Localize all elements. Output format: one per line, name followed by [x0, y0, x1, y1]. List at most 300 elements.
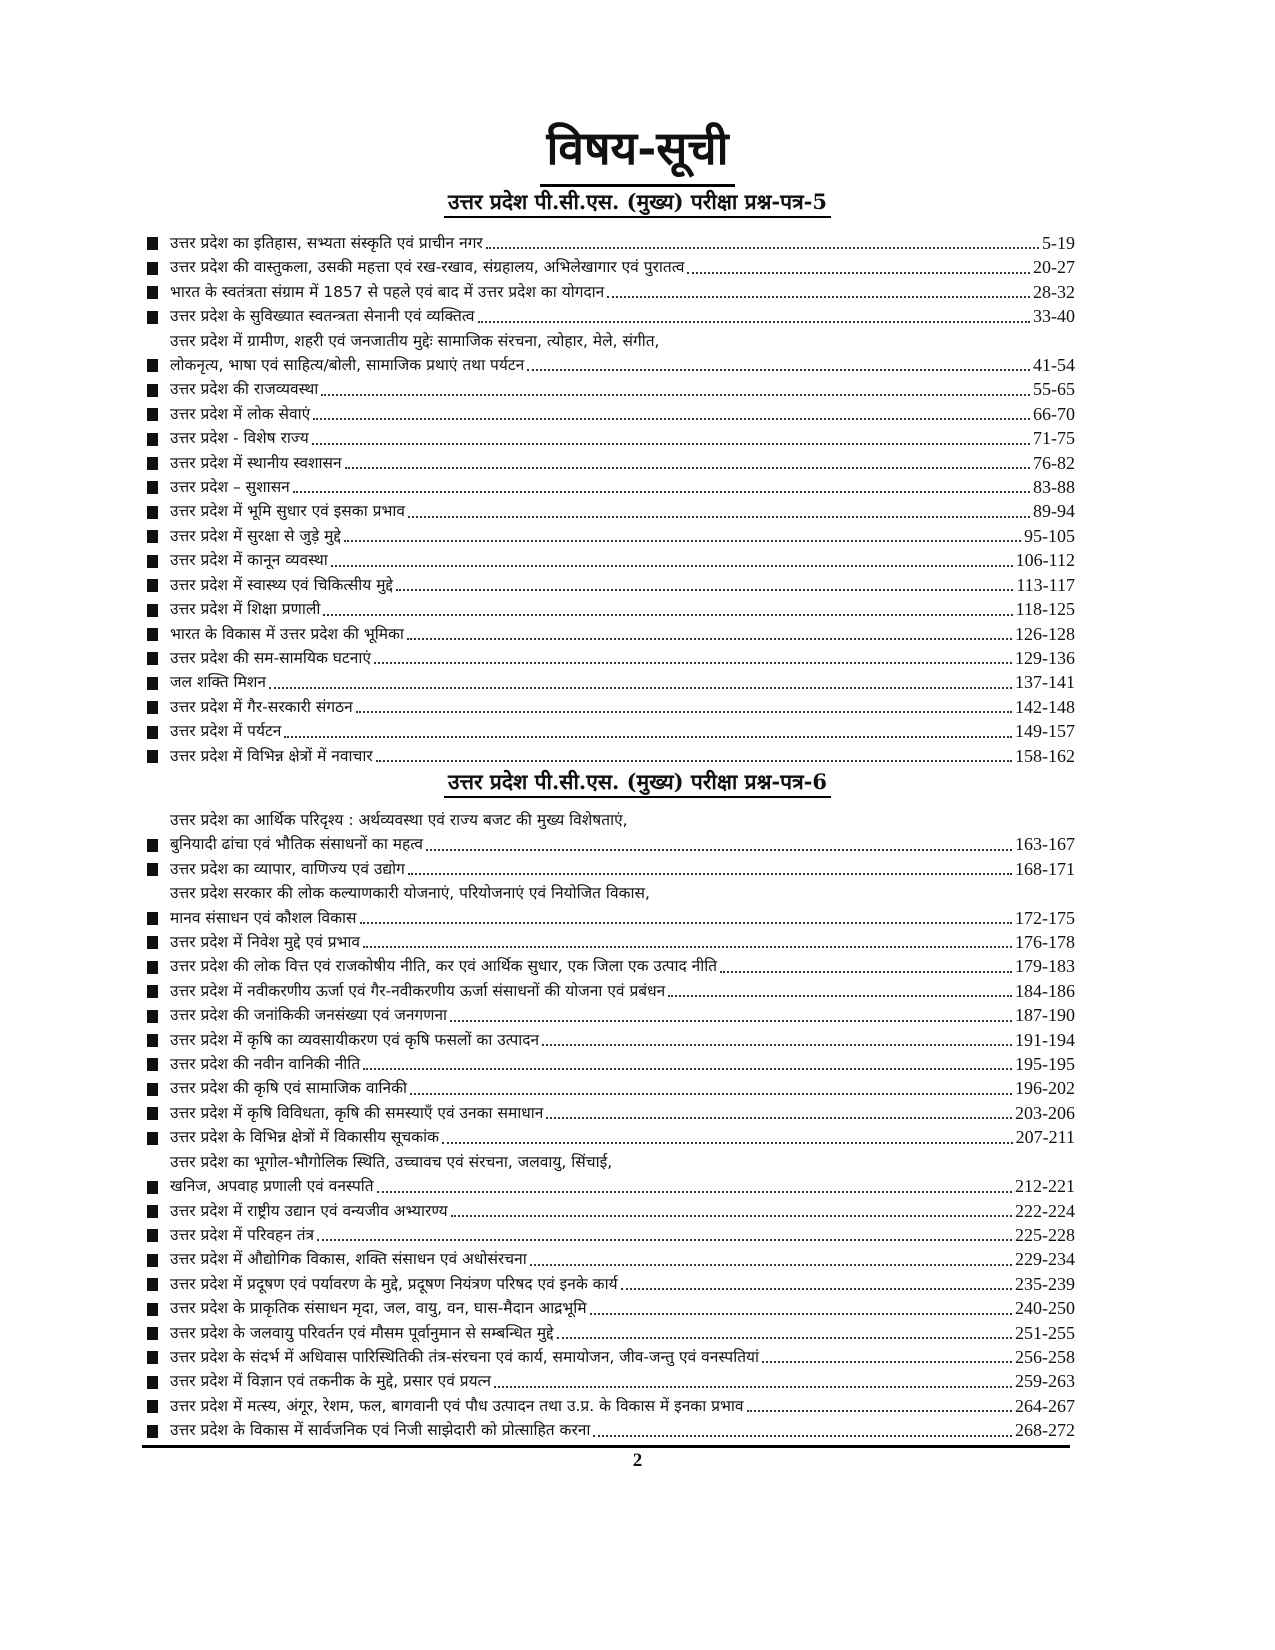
square-bullet-icon	[147, 1083, 158, 1096]
dot-leader	[450, 1020, 1012, 1022]
toc-entry-line	[170, 881, 1075, 905]
toc-entry[interactable]	[147, 402, 1075, 426]
toc-entry-body	[170, 808, 1075, 857]
toc-entry-title: उत्तर प्रदेश के सुविख्यात स्वतन्त्रता सेनानी एवं व्यक्तित्व	[170, 307, 475, 326]
dot-leader	[747, 1410, 1013, 1412]
toc-entry[interactable]	[147, 304, 1075, 328]
toc-entry-pages: 203-206	[1015, 1102, 1075, 1123]
toc-entry-title: उत्तर प्रदेश में ग्रामीण, शहरी एवं जनजातीय मुद्देः सामाजिक संरचना, त्योहार, मेले, संगीत,	[170, 331, 660, 350]
toc-entry[interactable]	[147, 426, 1075, 450]
toc-entry-line	[170, 1418, 1075, 1442]
toc-entry-line	[170, 1199, 1075, 1223]
toc-entry-line	[170, 548, 1075, 572]
dot-leader	[408, 516, 1030, 518]
square-bullet-icon	[147, 677, 158, 690]
toc-entry-title: उत्तर प्रदेश में राष्ट्रीय उद्यान एवं वन्यजीव अभ्यारण्य	[170, 1201, 448, 1220]
toc-entry-body	[170, 402, 1075, 426]
toc-entry[interactable]	[147, 670, 1075, 694]
toc-entry-line	[170, 1052, 1075, 1076]
toc-entry-line	[170, 954, 1075, 978]
toc-entry-pages: 187-190	[1015, 1005, 1075, 1026]
dot-leader	[668, 995, 1012, 997]
footer-divider	[142, 1445, 1070, 1448]
square-bullet-icon	[147, 506, 158, 519]
toc-entry-title: उत्तर प्रदेश में नवीकरणीय ऊर्जा एवं गैर-नवीकरणीय ऊर्जा संसाधनों की योजना एवं प्रबंधन	[170, 981, 666, 1000]
toc-entry-title: उत्तर प्रदेश का भूगोल-भौगोलिक स्थिति, उच्चावच एवं संरचना, जलवायु, सिंचाई,	[170, 1152, 613, 1171]
toc-entry-line	[170, 426, 1075, 450]
toc-entry-line	[170, 1174, 1075, 1198]
square-bullet-icon	[147, 863, 158, 876]
square-bullet-icon	[147, 1058, 158, 1071]
toc-entry-pages: 137-141	[1015, 672, 1075, 693]
toc-entry-line	[170, 670, 1075, 694]
toc-entry-line	[170, 231, 1075, 255]
toc-entry-title: उत्तर प्रदेश में स्वास्थ्य एवं चिकित्सीय मुद्दे	[170, 575, 393, 594]
toc-entry-title: उत्तर प्रदेश में पर्यटन	[170, 722, 282, 741]
section-heading: उत्तर प्रदेश पी.सी.एस. (मुख्य) परीक्षा प्रश्न-पत्र-5	[444, 188, 831, 218]
toc-entry-pages: 89-94	[1033, 501, 1075, 522]
square-bullet-icon	[147, 1351, 158, 1364]
toc-entry[interactable]	[147, 719, 1075, 743]
dot-leader	[530, 1264, 1012, 1266]
square-bullet-icon	[147, 985, 158, 998]
toc-entry[interactable]	[147, 930, 1075, 954]
square-bullet-icon	[147, 1400, 158, 1413]
square-bullet-icon	[147, 1010, 158, 1023]
toc-entry-title: मानव संसाधन एवं कौशल विकास	[170, 908, 357, 927]
toc-entry-title: उत्तर प्रदेश की वास्तुकला, उसकी महत्ता एवं रख-रखाव, संग्रहालय, अभिलेखागार एवं पुरातत्व	[170, 258, 685, 277]
toc-entry-body	[170, 524, 1075, 548]
toc-entry-pages: 106-112	[1015, 550, 1075, 571]
dot-leader	[293, 491, 1030, 493]
toc-entry-body	[170, 573, 1075, 597]
toc-entry-pages: 83-88	[1033, 477, 1075, 498]
toc-entry-pages: 20-27	[1033, 257, 1075, 278]
toc-entry-title: उत्तर प्रदेश में कृषि विविधता, कृषि की समस्याएँ एवं उनका समाधान	[170, 1103, 544, 1122]
toc-entry-title: खनिज, अपवाह प्रणाली एवं वनस्पति	[170, 1177, 374, 1196]
dot-leader	[269, 687, 1012, 689]
toc-entry-body	[170, 329, 1075, 378]
section-heading: उत्तर प्रदेश पी.सी.एस. (मुख्य) परीक्षा प्रश्न-पत्र-6	[444, 768, 831, 798]
toc-entry[interactable]	[147, 857, 1075, 881]
toc-entry-line	[170, 597, 1075, 621]
toc-entry[interactable]	[147, 1345, 1075, 1369]
toc-entry-pages: 264-267	[1015, 1395, 1075, 1416]
toc-entry-line	[170, 1345, 1075, 1369]
toc-entry[interactable]	[147, 1272, 1075, 1296]
toc-entry-title: उत्तर प्रदेश की राजव्यवस्था	[170, 380, 319, 399]
square-bullet-icon	[147, 1107, 158, 1120]
square-bullet-icon	[147, 359, 158, 372]
toc-entry[interactable]	[147, 646, 1075, 670]
toc-entry-title: भारत के विकास में उत्तर प्रदेश की भूमिका	[170, 624, 404, 643]
toc-entry[interactable]	[147, 231, 1075, 255]
toc-entry-pages: 76-82	[1033, 452, 1075, 473]
toc-entry-line	[170, 1247, 1075, 1271]
toc-entry-body	[170, 1150, 1075, 1199]
toc-entry-title: उत्तर प्रदेश में कृषि का व्यवसायीकरण एवं कृषि फसलों का उत्पादन	[170, 1030, 540, 1049]
toc-entry[interactable]	[147, 499, 1075, 523]
dot-leader	[590, 1313, 1012, 1315]
dot-leader	[408, 873, 1012, 875]
toc-entry[interactable]	[147, 1076, 1075, 1100]
toc-entry-line	[170, 695, 1075, 719]
dot-leader	[396, 589, 1013, 591]
toc-entry[interactable]	[147, 1394, 1075, 1418]
square-bullet-icon	[147, 1205, 158, 1218]
square-bullet-icon	[147, 628, 158, 641]
dot-leader	[621, 1288, 1012, 1290]
toc-entry-line	[170, 1272, 1075, 1296]
page-title: विषय-सूची	[540, 118, 734, 187]
square-bullet-icon	[147, 1254, 158, 1267]
toc-entry-title: उत्तर प्रदेश में सुरक्षा से जुड़े मुद्दे	[170, 526, 341, 545]
toc-entry-line	[170, 930, 1075, 954]
toc-entry-body	[170, 1125, 1075, 1149]
toc-entry-title: उत्तर प्रदेश की कृषि एवं सामाजिक वानिकी	[170, 1079, 408, 1098]
toc-entry-body	[170, 646, 1075, 670]
dot-leader	[323, 614, 1012, 616]
toc-entry-body	[170, 597, 1075, 621]
toc-entry[interactable]	[147, 979, 1075, 1003]
dot-leader	[762, 1361, 1012, 1363]
toc-entry-line	[170, 857, 1075, 881]
dot-leader	[593, 1435, 1012, 1437]
square-bullet-icon	[147, 839, 158, 852]
dot-leader	[410, 1093, 1012, 1095]
toc-entry[interactable]	[147, 1003, 1075, 1027]
toc-entry-pages: 126-128	[1015, 623, 1075, 644]
toc-entry-pages: 142-148	[1015, 696, 1075, 717]
toc-entry-line	[170, 719, 1075, 743]
toc-entry-body	[170, 1003, 1075, 1027]
toc-entry[interactable]	[147, 1150, 1075, 1199]
toc-entry-pages: 229-234	[1015, 1249, 1075, 1270]
toc-entry-body	[170, 548, 1075, 572]
toc-entry-title: उत्तर प्रदेश में लोक सेवाएं	[170, 404, 311, 423]
toc-entry[interactable]	[147, 573, 1075, 597]
toc-list-paper-5	[147, 231, 1075, 768]
toc-entry[interactable]	[147, 1247, 1075, 1271]
toc-entry-line	[170, 1125, 1075, 1149]
square-bullet-icon	[147, 1132, 158, 1145]
dot-leader	[442, 1142, 1013, 1144]
toc-entry-pages: 172-175	[1015, 907, 1075, 928]
toc-entry-title: उत्तर प्रदेश की जनांकिकी जनसंख्या एवं जनगणना	[170, 1006, 448, 1025]
square-bullet-icon	[147, 1376, 158, 1389]
toc-entry-line	[170, 1394, 1075, 1418]
toc-entry-body	[170, 719, 1075, 743]
toc-entry-body	[170, 1272, 1075, 1296]
dot-leader	[377, 1191, 1012, 1193]
dot-leader	[345, 467, 1030, 469]
toc-entry-line	[170, 808, 1075, 832]
toc-entry-body	[170, 881, 1075, 930]
toc-entry-line	[170, 832, 1075, 856]
toc-entry[interactable]	[147, 1418, 1075, 1442]
toc-entry-line	[170, 499, 1075, 523]
square-bullet-icon	[147, 726, 158, 739]
toc-entry-title: भारत के स्वतंत्रता संग्राम में 1857 से पहले एवं बाद में उत्तर प्रदेश का योगदान	[170, 282, 605, 301]
toc-entry-title: उत्तर प्रदेश में विज्ञान एवं तकनीक के मुद्दे, प्रसार एवं प्रयत्न	[170, 1372, 491, 1391]
square-bullet-icon	[147, 1425, 158, 1438]
dot-leader	[331, 565, 1013, 567]
toc-entry-pages: 33-40	[1033, 306, 1075, 327]
square-bullet-icon	[147, 555, 158, 568]
toc-entry-title: उत्तर प्रदेश की नवीन वानिकी नीति	[170, 1055, 361, 1074]
square-bullet-icon	[147, 384, 158, 397]
toc-entry[interactable]	[147, 329, 1075, 378]
toc-entry-line	[170, 524, 1075, 548]
toc-entry[interactable]	[147, 548, 1075, 572]
toc-entry[interactable]	[147, 1028, 1075, 1052]
toc-entry-line	[170, 646, 1075, 670]
toc-entry[interactable]	[147, 881, 1075, 930]
toc-entry-body	[170, 255, 1075, 279]
toc-entry[interactable]	[147, 524, 1075, 548]
dot-leader	[356, 711, 1012, 713]
toc-entry[interactable]	[147, 451, 1075, 475]
toc-entry-title: उत्तर प्रदेश में स्थानीय स्वशासन	[170, 453, 342, 472]
dot-leader	[426, 849, 1012, 851]
toc-entry[interactable]	[147, 255, 1075, 279]
toc-entry[interactable]	[147, 1101, 1075, 1125]
toc-entry-line	[170, 979, 1075, 1003]
toc-entry-body	[170, 1101, 1075, 1125]
toc-entry-body	[170, 744, 1075, 768]
toc-entry-body	[170, 622, 1075, 646]
toc-entry-line	[170, 304, 1075, 328]
toc-entry-title: उत्तर प्रदेश में प्रदूषण एवं पर्यावरण के मुद्दे, प्रदूषण नियंत्रण परिषद एवं इनके कार्य	[170, 1274, 618, 1293]
toc-entry-body	[170, 1345, 1075, 1369]
section-heading-wrap-2	[0, 768, 1275, 798]
toc-entry-pages: 207-211	[1015, 1127, 1075, 1148]
toc-entry[interactable]	[147, 1199, 1075, 1223]
toc-entry-pages: 158-162	[1015, 745, 1075, 766]
toc-entry-line	[170, 1150, 1075, 1174]
toc-entry-title: उत्तर प्रदेश के विभिन्न क्षेत्रों में विकासीय सूचकांक	[170, 1128, 440, 1147]
toc-entry-title: उत्तर प्रदेश - विशेष राज्य	[170, 429, 309, 448]
toc-entry[interactable]	[147, 475, 1075, 499]
square-bullet-icon	[147, 1229, 158, 1242]
square-bullet-icon	[147, 1278, 158, 1291]
toc-entry-title: उत्तर प्रदेश में औद्योगिक विकास, शक्ति संसाधन एवं अधोसंरचना	[170, 1250, 527, 1269]
toc-entry-title: उत्तर प्रदेश – सुशासन	[170, 478, 290, 497]
toc-entry[interactable]	[147, 1321, 1075, 1345]
toc-entry-line	[170, 329, 1075, 353]
toc-entry-body	[170, 280, 1075, 304]
dot-leader	[486, 247, 1039, 249]
toc-entry-body	[170, 1223, 1075, 1247]
page-number: 2	[632, 1450, 643, 1471]
toc-entry-line	[170, 255, 1075, 279]
toc-entry-title: उत्तर प्रदेश सरकार की लोक कल्याणकारी योजनाएं, परियोजनाएं एवं नियोजित विकास,	[170, 884, 650, 903]
square-bullet-icon	[147, 604, 158, 617]
toc-entry-pages: 168-171	[1015, 858, 1075, 879]
toc-entry-title: उत्तर प्रदेश के प्राकृतिक संसाधन मृदा, जल, वायु, वन, घास-मैदान आद्रभूमि	[170, 1299, 587, 1318]
toc-entry-pages: 163-167	[1015, 834, 1075, 855]
toc-entry-line	[170, 1101, 1075, 1125]
toc-entry-pages: 184-186	[1015, 980, 1075, 1001]
toc-entry-title: जल शक्ति मिशन	[170, 673, 266, 692]
square-bullet-icon	[147, 1181, 158, 1194]
square-bullet-icon	[147, 1303, 158, 1316]
toc-entry-body	[170, 1394, 1075, 1418]
section-heading-wrap-1	[0, 188, 1275, 218]
dot-leader	[317, 1239, 1012, 1241]
square-bullet-icon	[147, 433, 158, 446]
toc-entry-body	[170, 1052, 1075, 1076]
dot-leader	[374, 662, 1012, 664]
toc-entry-title: उत्तर प्रदेश के जलवायु परिवर्तन एवं मौसम पूर्वानुमान से सम्बन्धित मुद्दे	[170, 1323, 554, 1342]
toc-entry-pages: 28-32	[1033, 281, 1075, 302]
toc-entry[interactable]	[147, 1223, 1075, 1247]
square-bullet-icon	[147, 286, 158, 299]
square-bullet-icon	[147, 961, 158, 974]
toc-entry-pages: 129-136	[1015, 647, 1075, 668]
toc-entry-body	[170, 451, 1075, 475]
toc-entry-body	[170, 1321, 1075, 1345]
toc-entry-pages: 251-255	[1015, 1322, 1075, 1343]
page-title-wrap	[0, 118, 1275, 187]
toc-entry-line	[170, 402, 1075, 426]
toc-entry[interactable]	[147, 280, 1075, 304]
toc-entry[interactable]	[147, 695, 1075, 719]
toc-entry-body	[170, 670, 1075, 694]
toc-entry-title: लोकनृत्य, भाषा एवं साहित्य/बोली, सामाजिक प्रथाएं तथा पर्यटन	[170, 356, 525, 375]
dot-leader	[321, 394, 1030, 396]
square-bullet-icon	[147, 1034, 158, 1047]
toc-entry[interactable]	[147, 1369, 1075, 1393]
toc-entry-title: उत्तर प्रदेश में विभिन्न क्षेत्रों में नवाचार	[170, 746, 373, 765]
toc-entry-title: उत्तर प्रदेश में भूमि सुधार एवं इसका प्रभाव	[170, 502, 405, 521]
toc-entry-body	[170, 426, 1075, 450]
toc-entry-pages: 176-178	[1015, 932, 1075, 953]
toc-entry[interactable]	[147, 744, 1075, 768]
toc-entry-line	[170, 451, 1075, 475]
toc-entry-line	[170, 280, 1075, 304]
toc-entry-line	[170, 744, 1075, 768]
toc-entry[interactable]	[147, 622, 1075, 646]
toc-entry-title: उत्तर प्रदेश की सम-सामयिक घटनाएं	[170, 648, 371, 667]
toc-entry-body	[170, 954, 1075, 978]
toc-entry[interactable]	[147, 1125, 1075, 1149]
dot-leader	[494, 1386, 1012, 1388]
toc-entry-body	[170, 1199, 1075, 1223]
toc-entry-pages: 195-195	[1015, 1054, 1075, 1075]
toc-entry-body	[170, 1076, 1075, 1100]
toc-entry-body	[170, 1247, 1075, 1271]
toc-entry-line	[170, 1003, 1075, 1027]
dot-leader	[720, 971, 1012, 973]
toc-entry-body	[170, 231, 1075, 255]
toc-entry-pages: 256-258	[1015, 1346, 1075, 1367]
toc-entry-line	[170, 1076, 1075, 1100]
dot-leader	[687, 272, 1030, 274]
square-bullet-icon	[147, 912, 158, 925]
dot-leader	[376, 760, 1012, 762]
toc-entry-body	[170, 1369, 1075, 1393]
dot-leader	[360, 922, 1012, 924]
square-bullet-icon	[147, 481, 158, 494]
dot-leader	[344, 540, 1021, 542]
square-bullet-icon	[147, 262, 158, 275]
toc-entry-pages: 268-272	[1015, 1420, 1075, 1441]
toc-entry-pages: 118-125	[1015, 599, 1075, 620]
square-bullet-icon	[147, 652, 158, 665]
toc-entry-line	[170, 1369, 1075, 1393]
toc-entry-line	[170, 353, 1075, 377]
toc-entry-pages: 179-183	[1015, 956, 1075, 977]
toc-entry-body	[170, 377, 1075, 401]
toc-entry-line	[170, 622, 1075, 646]
toc-entry-pages: 113-117	[1016, 574, 1075, 595]
square-bullet-icon	[147, 530, 158, 543]
toc-entry-title: उत्तर प्रदेश का इतिहास, सभ्यता संस्कृति एवं प्राचीन नगर	[170, 234, 483, 252]
toc-entry-title: उत्तर प्रदेश में कानून व्यवस्था	[170, 551, 328, 570]
toc-entry-pages: 71-75	[1033, 428, 1075, 449]
toc-entry-pages: 55-65	[1033, 379, 1075, 400]
toc-entry-pages: 222-224	[1015, 1200, 1075, 1221]
dot-leader	[527, 369, 1030, 371]
toc-entry[interactable]	[147, 377, 1075, 401]
dot-leader	[363, 1068, 1012, 1070]
dot-leader	[557, 1337, 1012, 1339]
toc-entry-title: उत्तर प्रदेश की लोक वित्त एवं राजकोषीय नीति, कर एवं आर्थिक सुधार, एक जिला एक उत्पाद नीति	[170, 957, 718, 976]
toc-entry-title: उत्तर प्रदेश में निवेश मुद्दे एवं प्रभाव	[170, 933, 361, 952]
square-bullet-icon	[147, 701, 158, 714]
toc-entry[interactable]	[147, 597, 1075, 621]
toc-entry-pages: 225-228	[1015, 1224, 1075, 1245]
dot-leader	[478, 321, 1030, 323]
square-bullet-icon	[147, 1327, 158, 1340]
toc-entry[interactable]	[147, 1052, 1075, 1076]
toc-entry-pages: 212-221	[1015, 1176, 1075, 1197]
toc-entry-pages: 240-250	[1015, 1298, 1075, 1319]
toc-entry-body	[170, 857, 1075, 881]
square-bullet-icon	[147, 936, 158, 949]
toc-entry-body	[170, 1418, 1075, 1442]
toc-entry-pages: 41-54	[1033, 355, 1075, 376]
dot-leader	[407, 638, 1012, 640]
toc-entry[interactable]	[147, 1296, 1075, 1320]
square-bullet-icon	[147, 750, 158, 763]
toc-entry-line	[170, 1321, 1075, 1345]
toc-entry-body	[170, 304, 1075, 328]
toc-entry-line	[170, 1223, 1075, 1247]
toc-entry-body	[170, 1028, 1075, 1052]
square-bullet-icon	[147, 311, 158, 324]
toc-entry[interactable]	[147, 954, 1075, 978]
toc-entry-body	[170, 979, 1075, 1003]
toc-entry-pages: 95-105	[1024, 525, 1075, 546]
dot-leader	[363, 946, 1012, 948]
toc-entry-line	[170, 906, 1075, 930]
toc-entry[interactable]	[147, 808, 1075, 857]
dot-leader	[312, 443, 1030, 445]
toc-entry-title: उत्तर प्रदेश में मत्स्य, अंगूर, रेशम, फल, बागवानी एवं पौध उत्पादन तथा उ.प्र. के विकास में इनका प्रभाव	[170, 1396, 744, 1415]
toc-entry-title: उत्तर प्रदेश का आर्थिक परिदृश्य : अर्थव्यवस्था एवं राज्य बजट की मुख्य विशेषताएं,	[170, 811, 628, 829]
toc-entry-pages: 191-194	[1015, 1029, 1075, 1050]
toc-entry-title: उत्तर प्रदेश के संदर्भ में अधिवास पारिस्थितिकी तंत्र-संरचना एवं कार्य, समायोजन, जीव-जन्तु एवं वनस्पतियां	[170, 1347, 760, 1366]
toc-entry-body	[170, 475, 1075, 499]
toc-entry-title: उत्तर प्रदेश में परिवहन तंत्र	[170, 1225, 315, 1244]
toc-entry-body	[170, 695, 1075, 719]
toc-entry-line	[170, 377, 1075, 401]
toc-entry-line	[170, 573, 1075, 597]
toc-entry-title: उत्तर प्रदेश में शिक्षा प्रणाली	[170, 600, 321, 619]
toc-entry-body	[170, 930, 1075, 954]
